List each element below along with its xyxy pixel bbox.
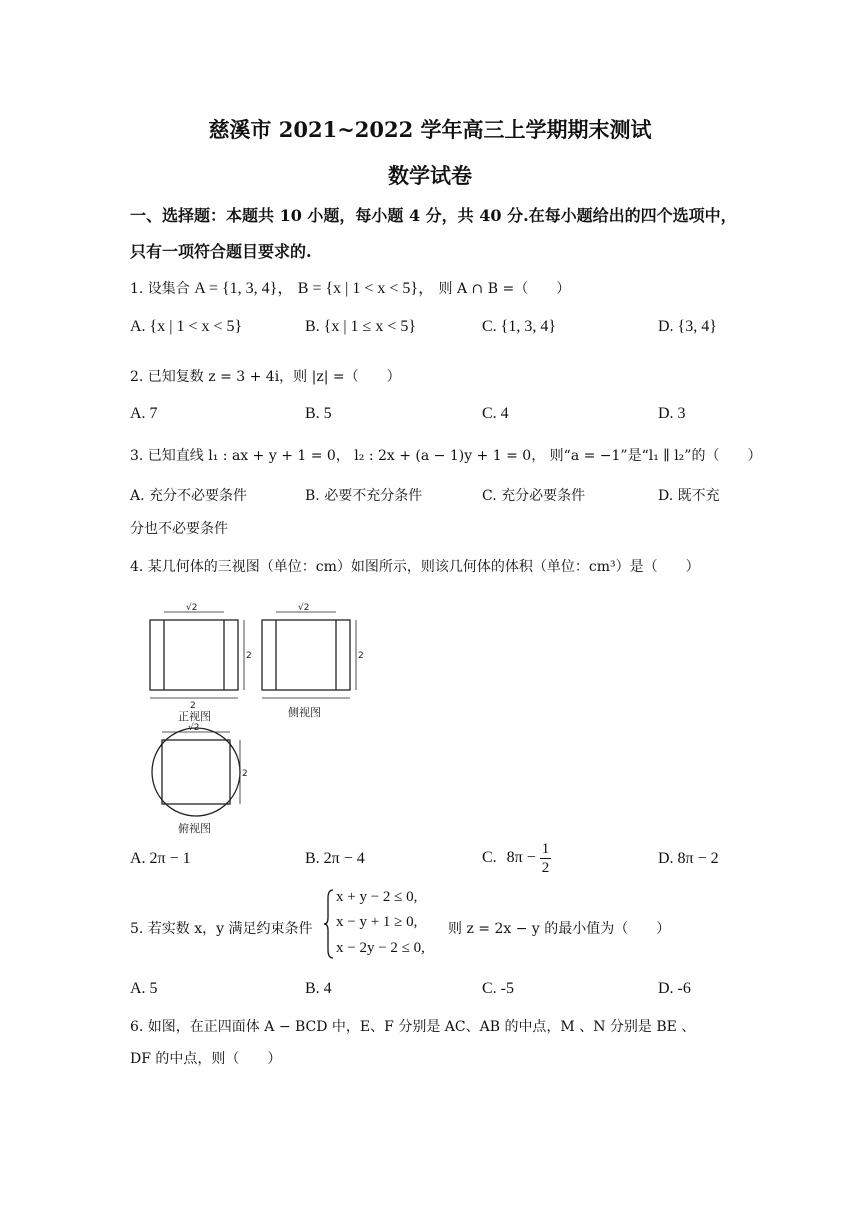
constraint-3: x − 2y − 2 ≤ 0, <box>336 940 425 956</box>
top-view-label: 俯视图 <box>178 822 211 835</box>
front-view-label: 正视图 <box>178 710 211 723</box>
question-3-stem: 3. 已知直线 l₁ : ax + y + 1 = 0， l₂ : 2x + (a − 1)y + 1 = 0， 则“a = −1”是“l₁ ∥ l₂”的（ ） <box>130 448 762 464</box>
front-view-outline <box>150 620 238 690</box>
question-4-stem: 4. 某几何体的三视图（单位：cm）如图所示，则该几何体的体积（单位：cm³）是（ ） <box>130 559 700 575</box>
question-5-pre: 5. 若实数 x，y 满足约束条件 <box>130 921 313 937</box>
q1-option-d[interactable]: D. {3, 4} <box>658 318 717 335</box>
q4-option-a[interactable]: A. 2π − 1 <box>130 850 191 867</box>
three-view-figure <box>138 600 378 835</box>
constraint-1: x + y − 2 ≤ 0, <box>336 889 418 905</box>
q5-option-a[interactable]: A. 5 <box>130 980 158 997</box>
q1-set-a: A = {1, 3, 4}， <box>194 280 294 297</box>
top-dim-top: √2 <box>188 723 200 733</box>
question-2-stem: 2. 已知复数 z = 3 + 4i，则 |z| =（ ） <box>130 369 401 385</box>
top-view-square <box>162 740 230 804</box>
q1-tail: 则 A ∩ B =（ ） <box>438 281 571 297</box>
question-6-line2: DF 的中点，则（ ） <box>130 1051 282 1067</box>
top-dim-right: 2 <box>242 769 248 779</box>
q1-option-a[interactable]: A. {x | 1 < x < 5} <box>130 318 243 335</box>
exam-title: 慈溪市 2021~2022 学年高三上学期期末测试 <box>208 117 652 142</box>
q1-option-c[interactable]: C. {1, 3, 4} <box>482 318 557 335</box>
fraction-denominator: 2 <box>541 860 550 876</box>
question-6-line1: 6. 如图，在正四面体 A − BCD 中，E、F 分别是 AC、AB 的中点，M 、N 分别是 BE 、 <box>130 1019 696 1035</box>
q5-option-c[interactable]: C. -5 <box>482 980 514 997</box>
side-dim-right: 2 <box>358 651 364 661</box>
section-header-line1: 一、选择题：本题共 10 小题，每小题 4 分，共 40 分.在每小题给出的四个选项中， <box>130 206 737 225</box>
q3-option-d[interactable]: D. 既不充 <box>658 488 720 504</box>
side-dim-top: √2 <box>298 603 310 613</box>
side-view-outline <box>262 620 350 690</box>
question-5-post: 则 z = 2x − y 的最小值为（ ） <box>448 921 671 937</box>
section-header-line2: 只有一项符合题目要求的. <box>130 242 312 261</box>
q4-option-c-letter: C. <box>482 849 497 867</box>
front-dim-bottom: 2 <box>190 701 196 711</box>
q4-option-c[interactable] <box>482 840 551 877</box>
q2-option-d[interactable]: D. 3 <box>658 405 686 422</box>
exam-subtitle: 数学试卷 <box>388 163 472 188</box>
q2-option-c[interactable]: C. 4 <box>482 405 509 422</box>
constraint-2: x − y + 1 ≥ 0, <box>336 914 418 930</box>
q5-option-d[interactable]: D. -6 <box>658 980 691 997</box>
q1-number: 1. 设集合 <box>130 281 190 297</box>
q3-option-d-wrap: 分也不必要条件 <box>130 521 228 537</box>
front-dim-right: 2 <box>246 651 252 661</box>
q4-option-c-fraction <box>540 840 552 877</box>
top-view-circle <box>152 728 240 816</box>
q1-option-b[interactable]: B. {x | 1 ≤ x < 5} <box>305 318 417 335</box>
question-1-stem <box>130 275 570 298</box>
constraint-brace-icon <box>323 888 335 960</box>
q5-option-b[interactable]: B. 4 <box>305 980 332 997</box>
q2-option-a[interactable]: A. 7 <box>130 405 158 422</box>
q4-option-d[interactable]: D. 8π − 2 <box>658 850 719 867</box>
q3-option-c[interactable]: C. 充分必要条件 <box>482 488 586 504</box>
front-dim-top: √2 <box>186 603 198 613</box>
q3-option-a[interactable]: A. 充分不必要条件 <box>130 488 248 504</box>
q3-option-b[interactable]: B. 必要不充分条件 <box>305 488 423 504</box>
q4-option-c-prefix: 8π − <box>506 849 536 867</box>
fraction-numerator: 1 <box>541 841 550 857</box>
q4-option-b[interactable]: B. 2π − 4 <box>305 850 365 867</box>
q1-set-b: B = {x | 1 < x < 5}， <box>297 280 435 297</box>
q2-option-b[interactable]: B. 5 <box>305 405 332 422</box>
side-view-label: 侧视图 <box>288 706 321 719</box>
